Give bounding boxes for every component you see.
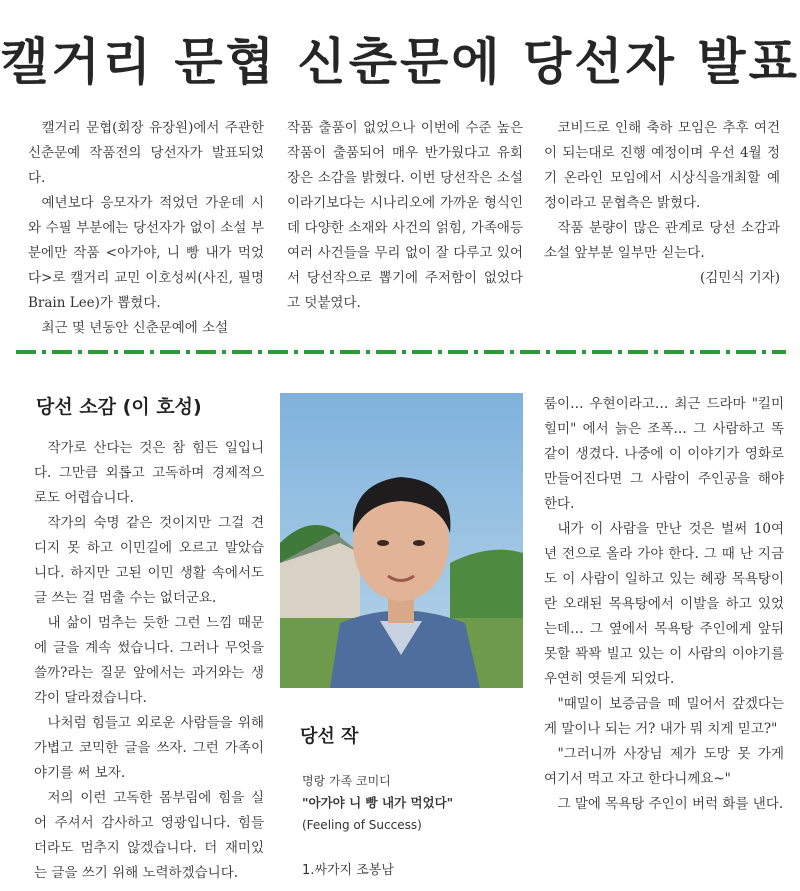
story-paragraph: 내가 이 사람을 만난 것은 벌써 10여 년 전으로 올라 가야 한다. 그 때 난 지금도 이 사람이 일하고 있는 혜광 목욕탕이란 오래된 목욕탕에서 이발을 하고 있었는데… 그 옆에서 목욕탕 주인에게 앞뒤 못할 꽉꽉 빌고 있는 이 사람의 이야기를 우연히 엿듣게 되었다. xyxy=(544,521,784,687)
work-genre: 명랑 가족 코미디 xyxy=(302,774,391,788)
headline: 캘거리 문협 신춘문에 당선자 발표 xyxy=(0,33,800,91)
speech-paragraph: 나처럼 힘들고 외로운 사람들을 위해 가볍고 코믹한 글을 쓰자. 그런 가족이야기를 써 보자. xyxy=(34,715,264,781)
story-column xyxy=(544,392,784,891)
article-paragraph: 최근 몇 년동안 신춘문예에 소설 xyxy=(41,320,229,336)
author-photo xyxy=(280,393,523,688)
article-column-3 xyxy=(544,116,780,316)
story-paragraph: 그 말에 목욕탕 주인이 버럭 화를 낸다. xyxy=(557,796,784,812)
byline: (김민식 기자) xyxy=(699,270,780,286)
speech-paragraph: 저의 이런 고독한 몸부림에 힘을 실어 주셔서 감사하고 영광입니다. 힘들더라도 멈추지 않겠습니다. 더 재미있는 글을 쓰기 위해 노력하겠습니다. xyxy=(34,790,264,881)
story-paragraph: "때밀이 보증금을 떼 밀어서 갚겠다는 게 말이나 되는 거? 내가 뭐 치게 믿고?" xyxy=(544,696,784,737)
speech-paragraph: 작가로 산다는 것은 참 힘든 일입니다. 그만큼 외롭고 고독하며 경제적으로도 어렵습니다. xyxy=(34,440,264,506)
speech-title: 당선 소감 (이 호성) xyxy=(36,396,202,418)
work-english-title: (Feeling of Success) xyxy=(302,818,422,832)
speech-paragraph: 내 삶이 멈추는 듯한 그런 느낌 때문에 글을 계속 썼습니다. 그러나 무엇을 쓸까?라는 질문 앞에서는 과거와는 생각이 달라졌습니다. xyxy=(34,615,264,706)
article-paragraph: 캘거리 문협(회장 유장원)에서 주관한 신춘문예 작품전의 당선자가 발표되었다. xyxy=(28,120,264,186)
work-title: 당선 작 xyxy=(300,726,359,747)
article-paragraph: 코비드로 인해 축하 모임은 추후 여건이 되는대로 진행 예정이며 우선 4월 정기 온라인 모임에서 시상식을개최할 예정이라고 문협측은 밝혔다. xyxy=(544,120,780,211)
story-paragraph: "그러니까 사장님 제가 도망 못 가게 여기서 먹고 자고 한다니께요~" xyxy=(544,746,784,787)
article-paragraph: 작품 분량이 많은 관계로 당선 소감과 소설 앞부분 일부만 싣는다. xyxy=(544,220,780,261)
article-column-1 xyxy=(28,116,264,341)
section-divider xyxy=(16,350,786,354)
work-chapter: 1.싸가지 조봉남 xyxy=(302,863,394,878)
work-info xyxy=(302,770,532,882)
speech-column xyxy=(34,436,264,891)
speech-paragraph: 작가의 숙명 같은 것이지만 그걸 견디지 못 하고 이민길에 오르고 말았습니다. 하지만 고된 이민 생활 속에서도 글 쓰는 걸 멈출 수는 없더군요. xyxy=(34,515,264,606)
article-paragraph: 작품 출품이 없었으나 이번에 수준 높은 작품이 출품되어 매우 반가웠다고 유회장은 소감을 밝혔다. 이번 당선작은 소설이라기보다는 시나리오에 가까운 형식인데 다양한 소재와 사건의 얽힘, 가족애등 여러 사건들을 무리 없이 잘 다루고 있어서 당선작으로 뽑기에 주저함이 없었다고 덧붙였다. xyxy=(287,120,523,311)
article-column-2 xyxy=(287,116,523,341)
work-name: "아가야 니 빵 내가 먹었다" xyxy=(302,795,454,810)
story-paragraph: 룸이… 우현이라고… 최근 드라마 "킬미 힐미" 에서 늙은 조폭… 그 사람하고 똑같이 생겼다. 나중에 이 이야기가 영화로 만들어진다면 그 사람이 주인공을 해야 한다. xyxy=(544,396,784,512)
article-paragraph: 예년보다 응모자가 적었던 가운데 시와 수필 부분에는 당선자가 없이 소설 부분에만 작품 <아가야, 니 빵 내가 먹었다>로 캘거리 교민 이호성씨(사진, 필명 Brain Lee)가 뽑혔다. xyxy=(28,195,264,311)
